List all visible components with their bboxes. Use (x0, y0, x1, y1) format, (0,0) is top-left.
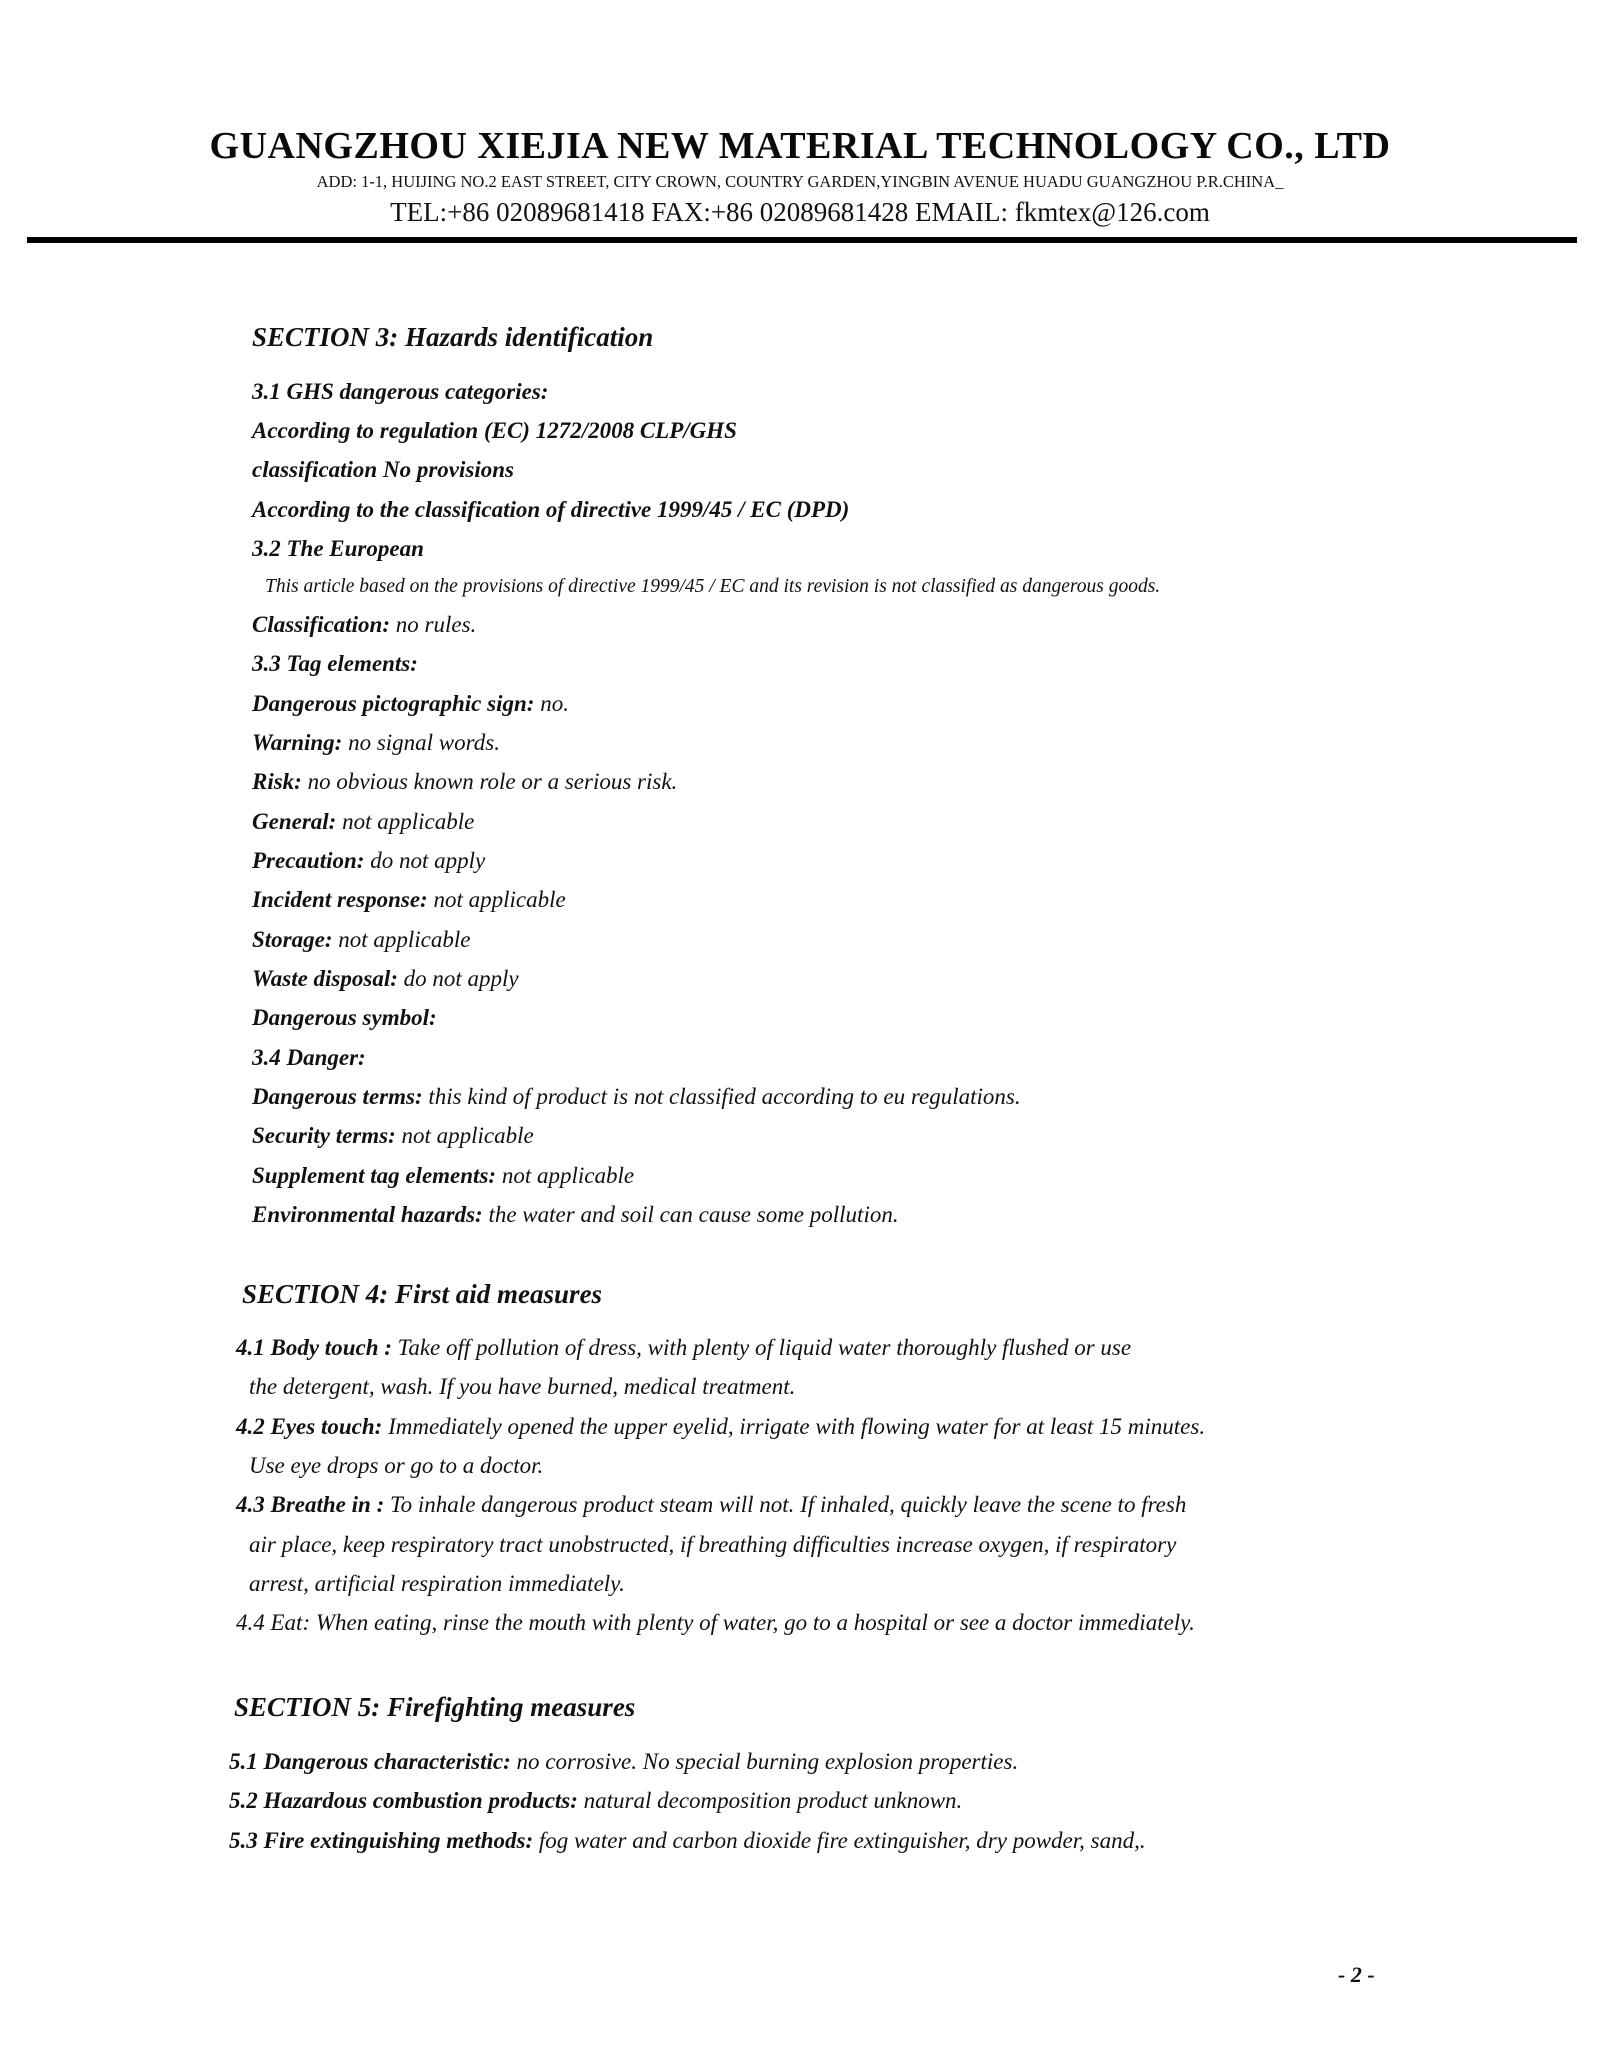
danger-item (252, 1161, 634, 1191)
company-contact: TEL:+86 02089681418 FAX:+86 02089681428 EMAIL: fkmtex@126.com (390, 197, 1210, 227)
classification-label: Classification: (252, 612, 391, 637)
classification-value: no rules. (390, 612, 477, 637)
danger-item-label: Supplement tag elements: (252, 1163, 497, 1188)
danger-item-value: this kind of product is not classified according to eu regulations. (422, 1084, 1021, 1109)
first-aid-text: Take off pollution of dress, with plenty of liquid water thoroughly flushed or use (391, 1335, 1132, 1360)
tag-item (252, 846, 485, 876)
first-aid-item (236, 1412, 1205, 1442)
tag-item-label: Storage: (252, 927, 333, 952)
tag-item (252, 885, 566, 915)
clipped-text-line (236, 1608, 1366, 1635)
firefighting-value: no corrosive. No special burning explosion properties. (510, 1749, 1019, 1774)
danger-item (252, 1200, 899, 1230)
first-aid-label: 4.2 Eyes touch: (236, 1414, 383, 1439)
directive-line: According to the classification of directive 1999/45 / EC (DPD) (252, 497, 850, 522)
tag-item (252, 1003, 437, 1033)
firefighting-label: 5.3 Fire extinguishing methods: (229, 1828, 534, 1853)
section-4-title: SECTION 4: First aid measures (242, 1279, 603, 1309)
regulation-line: According to regulation (EC) 1272/2008 CLP/GHS (252, 418, 737, 443)
section-3-title: SECTION 3: Hazards identification (252, 322, 654, 352)
firefighting-value: fog water and carbon dioxide fire extinguisher, dry powder, sand,. (533, 1828, 1146, 1853)
page-number: - 2 - (1338, 1962, 1375, 1987)
first-aid-item (236, 1490, 1186, 1520)
section-5-title: SECTION 5: Firefighting measures (234, 1692, 636, 1722)
classification-line: classification No provisions (252, 457, 514, 482)
danger-item-value: the water and soil can cause some pollution. (482, 1202, 899, 1227)
tag-item-value: not applicable (336, 809, 475, 834)
tag-item-label: General: (252, 809, 337, 834)
tag-item-value: not applicable (427, 887, 566, 912)
danger-item-label: Environmental hazards: (252, 1202, 483, 1227)
first-aid-continuation: arrest, artificial respiration immediately. (249, 1571, 625, 1596)
tag-item-label: Waste disposal: (252, 966, 398, 991)
first-aid-continuation: Use eye drops or go to a doctor. (249, 1453, 544, 1478)
danger-item (252, 1121, 534, 1151)
firefighting-label: 5.2 Hazardous combustion products: (229, 1788, 578, 1813)
danger-heading: 3.4 Danger: (252, 1045, 366, 1070)
first-aid-label: 4.3 Breathe in : (236, 1492, 385, 1517)
tag-elements-heading: 3.3 Tag elements: (252, 651, 418, 676)
tag-item (252, 728, 500, 758)
tag-item-value: no obvious known role or a serious risk. (301, 769, 678, 794)
firefighting-value: natural decomposition product unknown. (577, 1788, 963, 1813)
first-aid-continuation: the detergent, wash. If you have burned, medical treatment. (249, 1374, 796, 1399)
tag-item (252, 767, 677, 797)
header-divider (27, 237, 1577, 243)
tag-item-value: no signal words. (342, 730, 500, 755)
danger-item-label: Dangerous terms: (252, 1084, 423, 1109)
first-aid-text: To inhale dangerous product steam will not. If inhaled, quickly leave the scene to fresh (384, 1492, 1187, 1517)
tag-item-value: do not apply (397, 966, 519, 991)
tag-item (252, 689, 569, 719)
first-aid-continuation: air place, keep respiratory tract unobstructed, if breathing difficulties increase oxygen, if respiratory (249, 1532, 1177, 1557)
first-aid-item (236, 1333, 1131, 1363)
company-address: ADD: 1-1, HUIJING NO.2 EAST STREET, CITY CROWN, COUNTRY GARDEN,YINGBIN AVENUE HUADU GUANGZHOU P.R.CHINA_ (316, 172, 1284, 191)
european-heading: 3.2 The European (252, 536, 424, 561)
firefighting-item (229, 1786, 962, 1816)
tag-item-value: do not apply (364, 848, 486, 873)
ghs-heading: 3.1 GHS dangerous categories: (252, 379, 549, 404)
tag-item (252, 925, 470, 955)
tag-item-label: Precaution: (252, 848, 365, 873)
tag-item-label: Warning: (252, 730, 343, 755)
tag-item-label: Dangerous pictographic sign: (252, 691, 535, 716)
clipped-text: 4.4 Eat: When eating, rinse the mouth with plenty of water, go to a hospital or see a doctor immediately. (236, 1610, 1195, 1635)
classification-item (252, 610, 476, 640)
danger-item-label: Security terms: (252, 1123, 396, 1148)
tag-item-value: no. (534, 691, 569, 716)
tag-item-label: Incident response: (252, 887, 428, 912)
firefighting-label: 5.1 Dangerous characteristic: (229, 1749, 511, 1774)
firefighting-item (229, 1747, 1018, 1777)
tag-item-label: Dangerous symbol: (252, 1005, 437, 1030)
tag-item (252, 807, 474, 837)
tag-item-value: not applicable (332, 927, 471, 952)
danger-item-value: not applicable (395, 1123, 534, 1148)
first-aid-label: 4.1 Body touch : (236, 1335, 392, 1360)
danger-item (252, 1082, 1021, 1112)
first-aid-text: Immediately opened the upper eyelid, irrigate with flowing water for at least 15 minutes. (382, 1414, 1206, 1439)
company-name: GUANGZHOU XIEJIA NEW MATERIAL TECHNOLOGY CO., LTD (209, 125, 1391, 167)
firefighting-item (229, 1826, 1146, 1856)
tag-item (252, 964, 519, 994)
danger-item-value: not applicable (496, 1163, 635, 1188)
european-note: This article based on the provisions of directive 1999/45 / EC and its revision is not classified as dangerous goods. (265, 576, 1161, 597)
tag-item-label: Risk: (252, 769, 302, 794)
